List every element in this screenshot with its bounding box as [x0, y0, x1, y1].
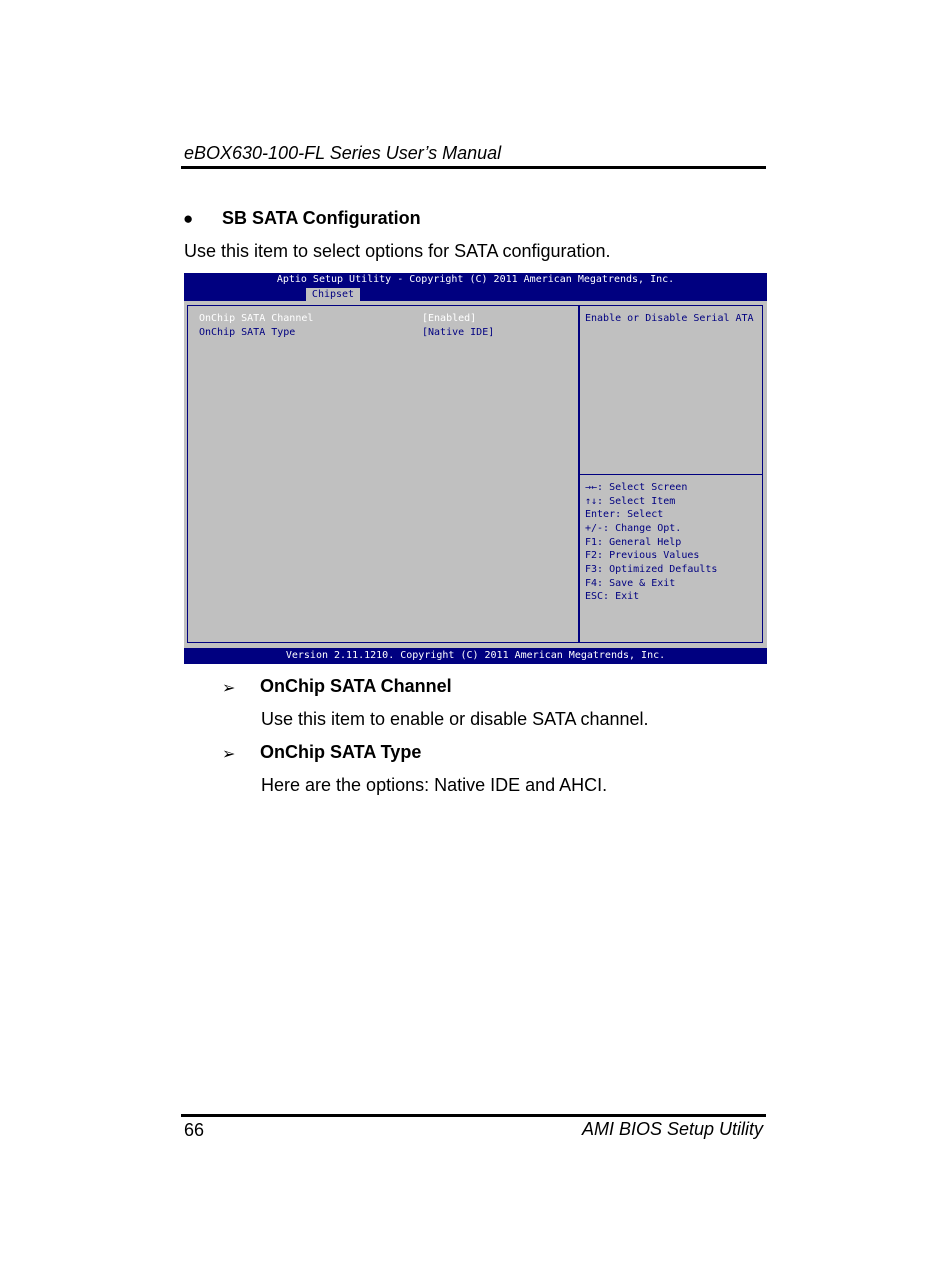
bios-key-enter: Enter: Select [585, 509, 664, 520]
section-heading: SB SATA Configuration [222, 208, 421, 228]
header-title: eBOX630-100-FL Series User’s Manual [184, 143, 502, 163]
bios-item-onchip-sata-channel[interactable] [188, 313, 578, 325]
subsection-heading: OnChip SATA Channel [260, 676, 452, 696]
bios-key-save-exit: F4: Save & Exit [585, 578, 676, 589]
bios-tab-chipset[interactable]: Chipset [306, 288, 360, 301]
footer-title: AMI BIOS Setup Utility [581, 1119, 763, 1139]
bios-copyright: Aptio Setup Utility - Copyright (C) 2011 American Megatrends, Inc. [276, 274, 675, 285]
bios-help-panel [579, 305, 763, 475]
bios-item-label: OnChip SATA Channel [199, 313, 314, 324]
bullet-icon: ● [183, 209, 194, 228]
bios-main-panel [187, 305, 579, 643]
arrow-icon: ➢ [222, 680, 236, 697]
page-number: 66 [184, 1120, 205, 1140]
bios-top-bar [184, 273, 767, 301]
bios-help-text: Enable or Disable Serial ATA [585, 313, 754, 324]
bios-key-select-screen: →←: Select Screen [585, 482, 688, 493]
bios-key-esc-exit: ESC: Exit [585, 591, 640, 602]
bios-key-optimized-defaults: F3: Optimized Defaults [585, 564, 718, 575]
header-rule [181, 166, 766, 169]
bios-item-value: [Native IDE] [422, 327, 495, 338]
bios-key-change-opt: +/-: Change Opt. [585, 523, 682, 534]
bios-key-previous-values: F2: Previous Values [585, 550, 700, 561]
bios-screenshot [184, 273, 767, 664]
bios-item-onchip-sata-type[interactable] [188, 327, 578, 339]
footer-rule [181, 1114, 766, 1117]
bios-key-select-item: ↑↓: Select Item [585, 496, 676, 507]
bios-key-general-help: F1: General Help [585, 537, 682, 548]
subsection-heading: OnChip SATA Type [260, 742, 422, 762]
bios-bottom-bar [184, 648, 767, 664]
subsection-text: Here are the options: Native IDE and AHCI. [261, 775, 608, 795]
bios-keys-panel [579, 474, 763, 643]
bios-version: Version 2.11.1210. Copyright (C) 2011 American Megatrends, Inc. [285, 650, 666, 661]
section-intro: Use this item to select options for SATA configuration. [184, 241, 611, 261]
subsection-text: Use this item to enable or disable SATA channel. [261, 709, 649, 729]
bios-item-label: OnChip SATA Type [199, 327, 296, 338]
arrow-icon: ➢ [222, 746, 236, 763]
bios-item-value: [Enabled] [422, 313, 477, 324]
